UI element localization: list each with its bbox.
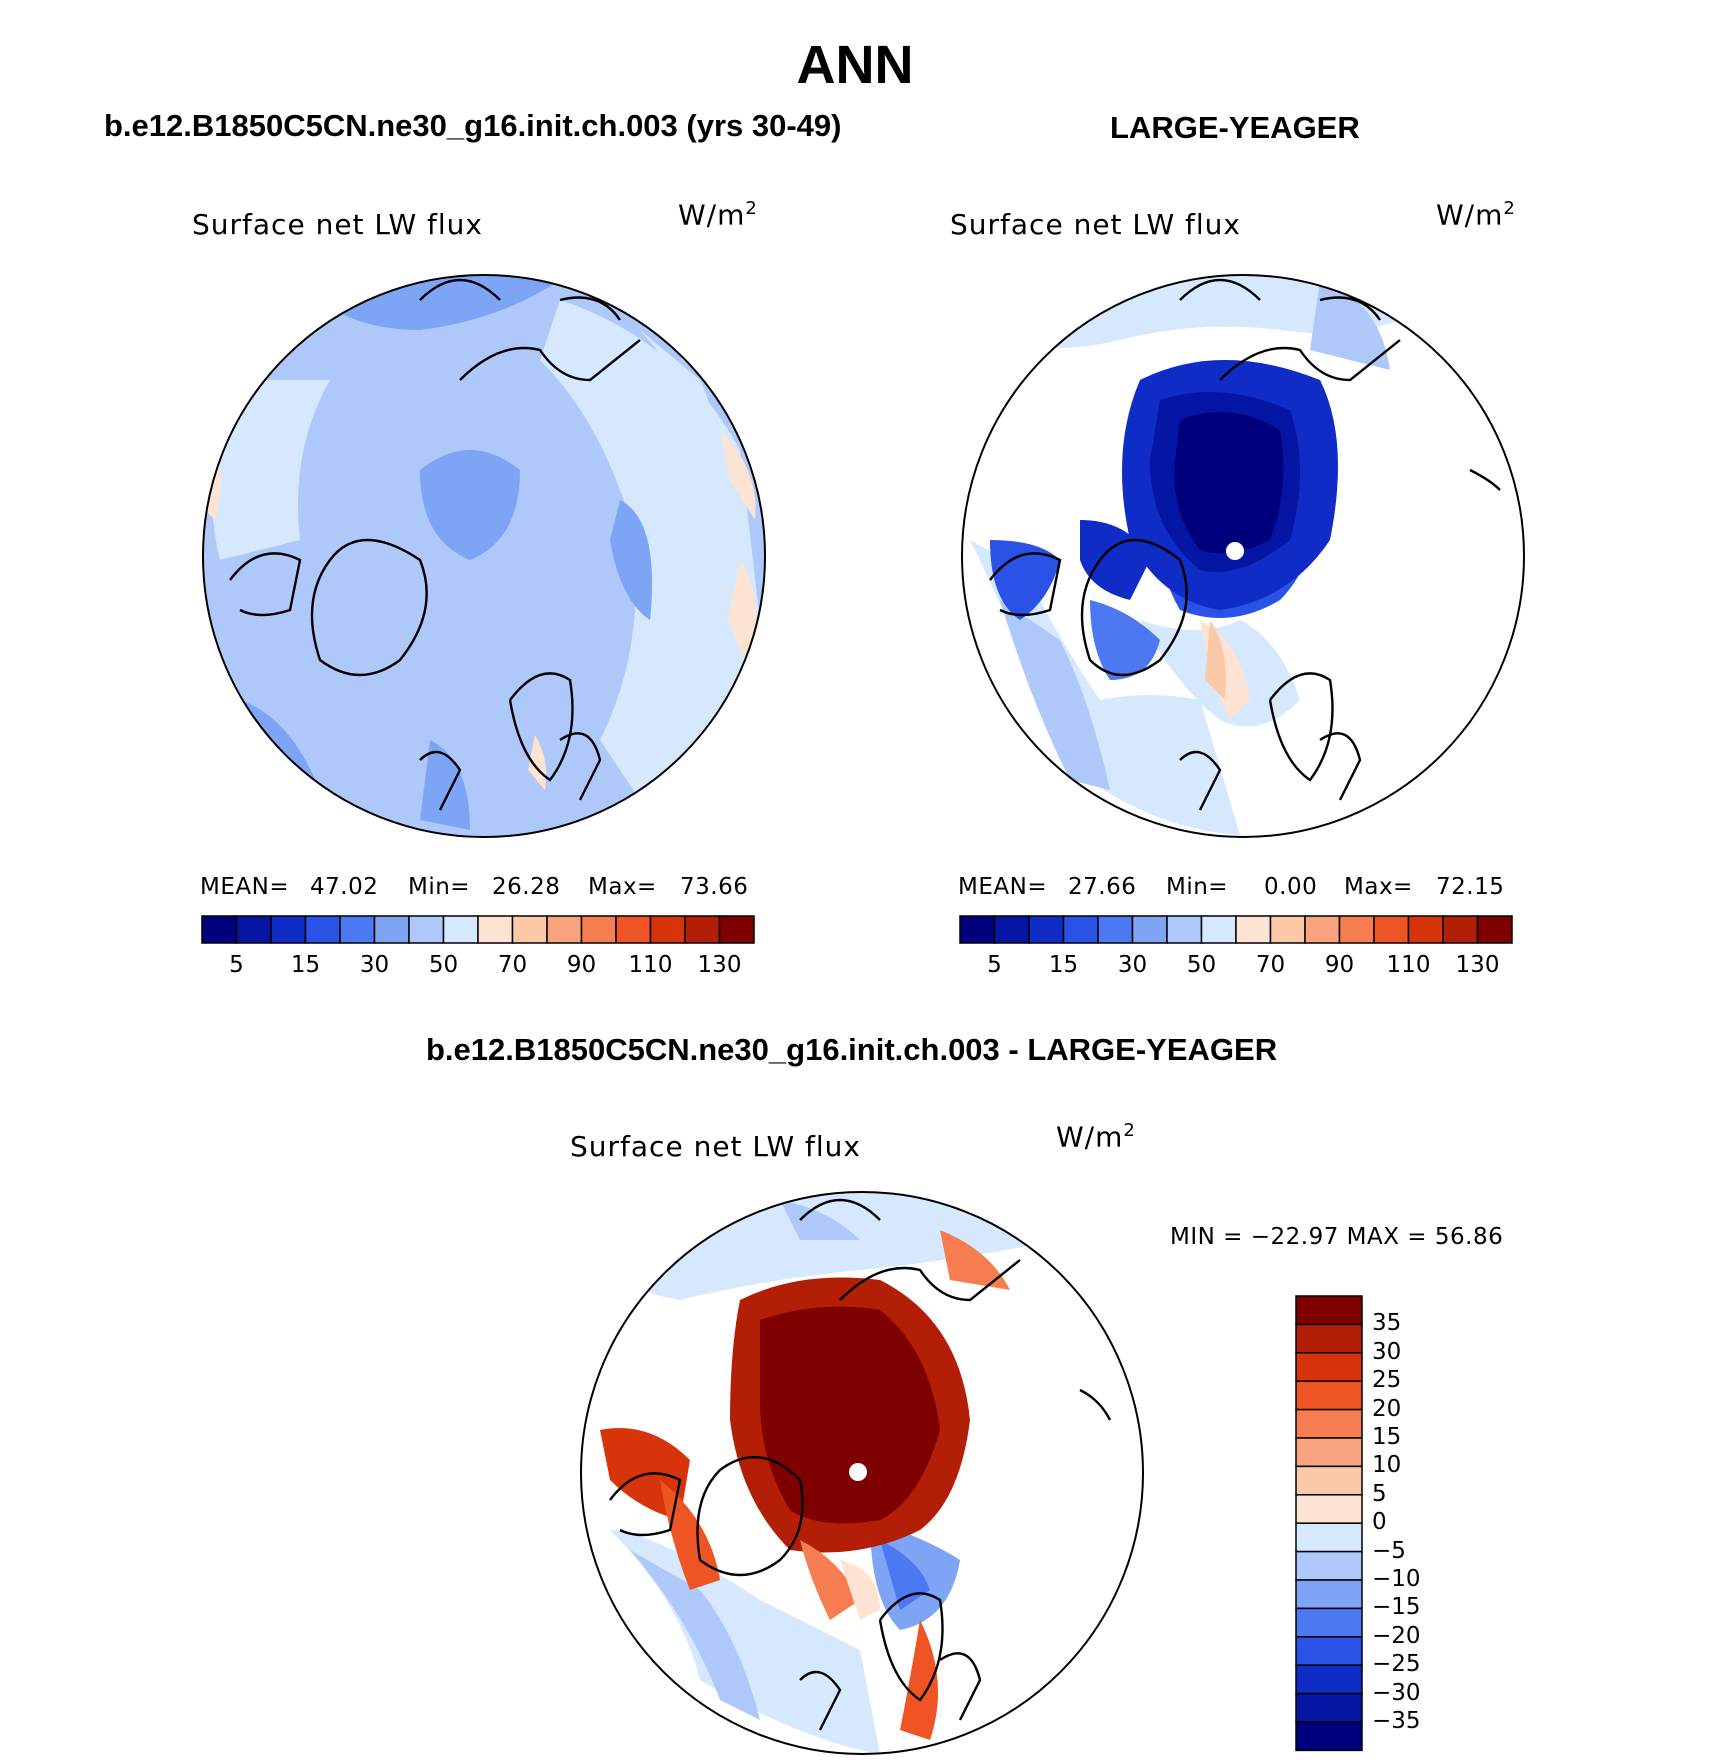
colorbar-swatch bbox=[1296, 1410, 1362, 1438]
colorbar-swatch bbox=[409, 916, 444, 943]
colorbar-swatch bbox=[1296, 1438, 1362, 1466]
panel-1-min-value: 26.28 bbox=[492, 874, 561, 900]
colorbar-swatch bbox=[1296, 1324, 1362, 1352]
colorbar-swatch bbox=[1064, 916, 1099, 943]
colorbar-tick-label: −5 bbox=[1372, 1537, 1406, 1564]
colorbar-swatch bbox=[995, 916, 1030, 943]
panel-2-mean-label: MEAN= bbox=[958, 874, 1048, 900]
colorbar-tick-label: −10 bbox=[1372, 1566, 1421, 1592]
colorbar-tick-label: 35 bbox=[1372, 1310, 1402, 1337]
colorbar-swatch bbox=[1296, 1381, 1362, 1409]
colorbar-tick-label: 30 bbox=[359, 952, 390, 978]
colorbar-swatch bbox=[1296, 1580, 1362, 1608]
colorbar-swatch bbox=[375, 916, 410, 943]
colorbar-swatch bbox=[960, 916, 995, 943]
colorbar-tick-label: 130 bbox=[697, 952, 742, 978]
colorbar-swatch bbox=[1296, 1495, 1362, 1523]
colorbar-tick-label: −35 bbox=[1372, 1708, 1421, 1734]
colorbar-swatch bbox=[1296, 1722, 1362, 1750]
colorbar-tick-label: 30 bbox=[1372, 1338, 1402, 1365]
colorbar-tick-label: 5 bbox=[229, 952, 244, 978]
colorbar-tick-label: 20 bbox=[1372, 1395, 1402, 1422]
colorbar-tick-label: 5 bbox=[1372, 1480, 1387, 1507]
colorbar-swatch bbox=[1296, 1608, 1362, 1636]
colorbar-swatch bbox=[1443, 916, 1478, 943]
colorbar-tick-label: 15 bbox=[290, 952, 321, 978]
colorbar-swatch bbox=[1098, 916, 1133, 943]
panel-1-variable-label: Surface net LW flux bbox=[192, 208, 483, 241]
colorbar-tick-label: 50 bbox=[1186, 952, 1217, 978]
panel-2-title: LARGE-YEAGER bbox=[1110, 110, 1360, 145]
colorbar-tick-label: −20 bbox=[1372, 1622, 1421, 1649]
panel-3-units-text: W/m bbox=[1056, 1120, 1124, 1154]
colorbar-swatch bbox=[1296, 1296, 1362, 1324]
colorbar-swatch bbox=[1374, 916, 1409, 943]
panel-1-max-value: 73.66 bbox=[680, 874, 749, 900]
colorbar-swatch bbox=[1167, 916, 1202, 943]
panel-2-colorbar bbox=[960, 916, 1512, 943]
colorbar-swatch bbox=[202, 916, 237, 943]
colorbar-swatch bbox=[306, 916, 341, 943]
panel-2-max-label: Max= bbox=[1344, 874, 1413, 900]
colorbar-tick-label: 15 bbox=[1372, 1424, 1402, 1450]
panel-1-units-exponent: 2 bbox=[745, 198, 758, 219]
colorbar-swatch bbox=[651, 916, 686, 943]
colorbar-tick-label: 130 bbox=[1455, 952, 1500, 978]
colorbar-swatch bbox=[1202, 916, 1237, 943]
panel-1-colorbar bbox=[202, 916, 754, 943]
colorbar-tick-label: 110 bbox=[628, 952, 673, 978]
panel-2-units-exponent: 2 bbox=[1503, 198, 1516, 219]
colorbar-tick-label: −15 bbox=[1372, 1594, 1421, 1621]
colorbar-swatch bbox=[1029, 916, 1064, 943]
colorbar-swatch bbox=[1296, 1665, 1362, 1693]
colorbar-swatch bbox=[1296, 1523, 1362, 1551]
panel-2-min-label: Min= bbox=[1166, 874, 1229, 900]
colorbar-tick-label: 50 bbox=[428, 952, 459, 978]
panel-1-mean-label: MEAN= bbox=[200, 874, 290, 900]
colorbar-swatch bbox=[582, 916, 617, 943]
colorbar-swatch bbox=[1305, 916, 1340, 943]
colorbar-tick-label: 0 bbox=[1372, 1509, 1387, 1536]
panel-3-colorbar bbox=[1296, 1296, 1362, 1750]
colorbar-tick-label: 70 bbox=[1255, 952, 1286, 978]
panel-3-title: b.e12.B1850C5CN.ne30_g16.init.ch.003 - LARGE-YEAGER bbox=[426, 1032, 1278, 1067]
panel-2-units-text: W/m bbox=[1436, 198, 1504, 232]
colorbar-swatch bbox=[1271, 916, 1306, 943]
colorbar-swatch bbox=[444, 916, 479, 943]
panel-2-min-value: 0.00 bbox=[1264, 874, 1318, 900]
colorbar-swatch bbox=[685, 916, 720, 943]
colorbar-tick-label: −25 bbox=[1372, 1651, 1421, 1678]
colorbar-swatch bbox=[340, 916, 375, 943]
colorbar-swatch bbox=[1340, 916, 1375, 943]
colorbar-swatch bbox=[1236, 916, 1271, 943]
colorbar-tick-label: 25 bbox=[1372, 1367, 1402, 1394]
panel-3-variable-label: Surface net LW flux bbox=[570, 1130, 861, 1163]
panel-1-units-text: W/m bbox=[678, 198, 746, 232]
panel-2-variable-label: Surface net LW flux bbox=[950, 208, 1241, 241]
panel-1-title: b.e12.B1850C5CN.ne30_g16.init.ch.003 (yrs 30-49) bbox=[104, 108, 842, 143]
panel-3-min-max: MIN = −22.97 MAX = 56.86 bbox=[1170, 1224, 1504, 1250]
panel-2-mean-value: 27.66 bbox=[1068, 874, 1137, 900]
colorbar-tick-label: 90 bbox=[566, 952, 597, 978]
colorbar-swatch bbox=[1296, 1694, 1362, 1722]
colorbar-swatch bbox=[271, 916, 306, 943]
colorbar-tick-label: 110 bbox=[1386, 952, 1431, 978]
colorbar-swatch bbox=[1296, 1353, 1362, 1381]
panel-1-mean-value: 47.02 bbox=[310, 874, 379, 900]
colorbar-tick-label: 70 bbox=[497, 952, 528, 978]
panel-2-max-value: 72.15 bbox=[1436, 874, 1505, 900]
colorbar-tick-label: 5 bbox=[987, 952, 1002, 978]
figure-title: ANN bbox=[796, 35, 914, 95]
panel-3-units-exponent: 2 bbox=[1123, 1120, 1136, 1141]
colorbar-swatch bbox=[1478, 916, 1513, 943]
colorbar-swatch bbox=[547, 916, 582, 943]
colorbar-swatch bbox=[1409, 916, 1444, 943]
colorbar-swatch bbox=[237, 916, 272, 943]
panel-1-min-label: Min= bbox=[408, 874, 471, 900]
colorbar-swatch bbox=[720, 916, 755, 943]
colorbar-swatch bbox=[513, 916, 548, 943]
colorbar-swatch bbox=[616, 916, 651, 943]
panel-3-map bbox=[581, 1190, 1143, 1754]
panel-1-max-label: Max= bbox=[588, 874, 657, 900]
colorbar-swatch bbox=[1133, 916, 1168, 943]
colorbar-tick-label: 10 bbox=[1372, 1452, 1402, 1479]
colorbar-swatch bbox=[478, 916, 513, 943]
colorbar-swatch bbox=[1296, 1637, 1362, 1665]
colorbar-tick-label: 90 bbox=[1324, 952, 1355, 978]
colorbar-tick-label: −30 bbox=[1372, 1679, 1421, 1706]
colorbar-swatch bbox=[1296, 1466, 1362, 1494]
colorbar-swatch bbox=[1296, 1552, 1362, 1580]
colorbar-tick-label: 30 bbox=[1117, 952, 1148, 978]
colorbar-tick-label: 15 bbox=[1048, 952, 1079, 978]
